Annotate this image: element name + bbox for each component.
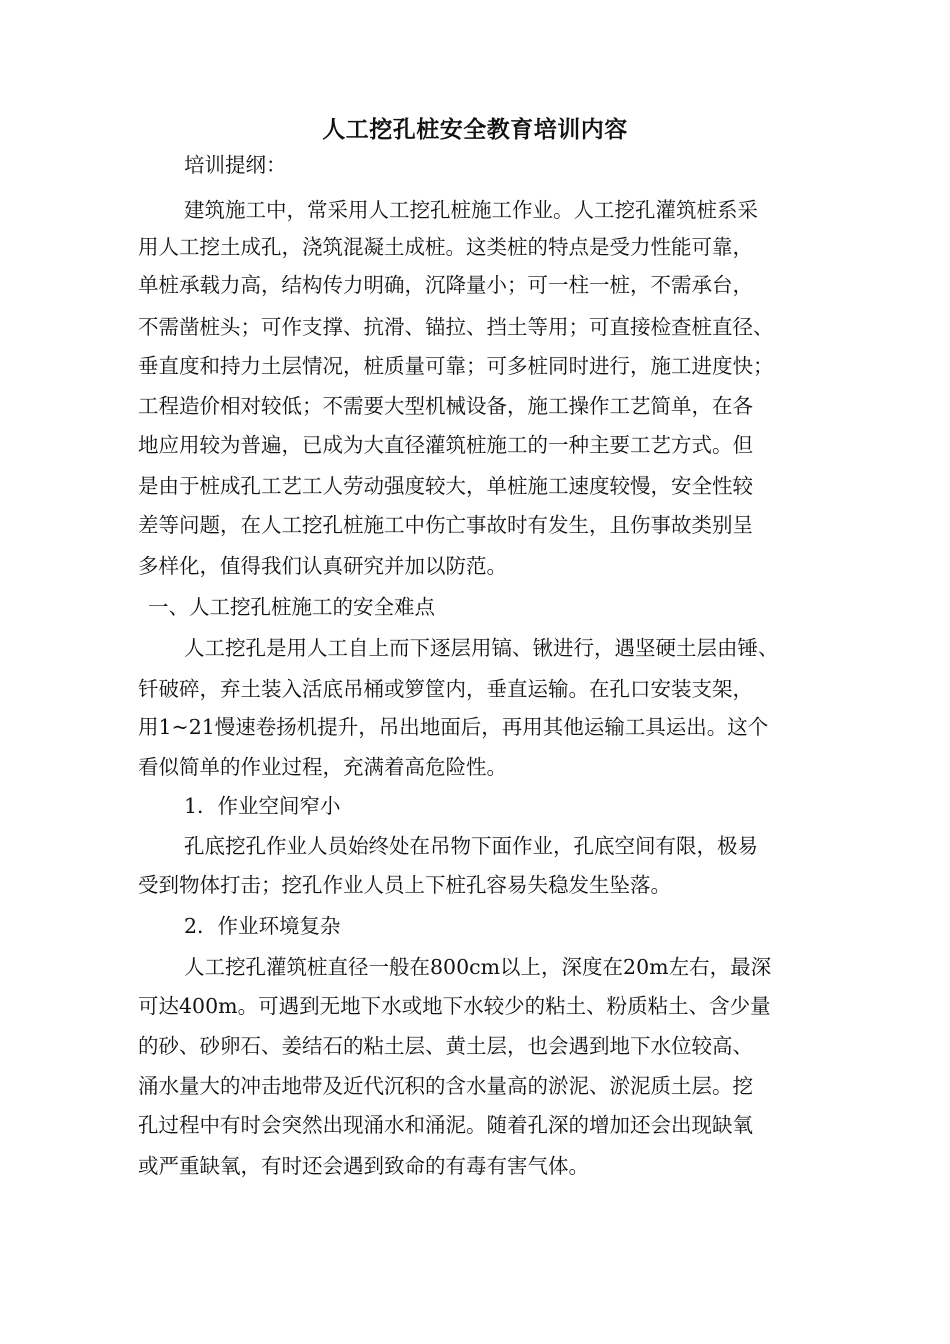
sub2-line: 或严重缺氧，有时还会遇到致命的有毒有害气体。 xyxy=(138,1154,589,1178)
sub1-line: 孔底挖孔作业人员始终处在吊物下面作业，孔底空间有限，极易 xyxy=(184,834,758,858)
intro-line: 建筑施工中，常采用人工挖孔桩施工作业。人工挖孔灌筑桩系采 xyxy=(184,198,758,222)
intro-line: 单桩承载力高，结构传力明确，沉降量小；可一柱一桩，不需承台， xyxy=(138,273,753,297)
intro-line: 是由于桩成孔工艺工人劳动强度较大，单桩施工速度较慢，安全性较 xyxy=(138,474,753,498)
intro-line: 垂直度和持力土层情况，桩质量可靠；可多桩同时进行，施工进度快； xyxy=(138,354,774,378)
section1-line: 用1~21慢速卷扬机提升，吊出地面后，再用其他运输工具运出。这个 xyxy=(138,715,769,739)
outline-label: 培训提纲： xyxy=(184,153,287,177)
section1-line: 人工挖孔是用人工自上而下逐层用镐、锹进行，遇坚硬土层由锤、 xyxy=(184,636,779,660)
section-heading: 一、人工挖孔桩施工的安全难点 xyxy=(148,595,435,619)
document-title: 人工挖孔桩安全教育培训内容 xyxy=(322,117,628,143)
sub2-line: 的砂、砂卵石、姜结石的粘土层、黄土层，也会遇到地下水位较高、 xyxy=(138,1034,753,1058)
sub2-line: 孔过程中有时会突然出现涌水和涌泥。随着孔深的增加还会出现缺氧 xyxy=(138,1113,753,1137)
section1-line: 看似简单的作业过程，充满着高危险性。 xyxy=(138,755,507,779)
sub1-line: 受到物体打击；挖孔作业人员上下桩孔容易失稳发生坠落。 xyxy=(138,873,671,897)
intro-line: 工程造价相对较低；不需要大型机械设备，施工操作工艺简单，在各 xyxy=(138,394,753,418)
intro-line: 多样化，值得我们认真研究并加以防范。 xyxy=(138,554,507,578)
sub2-line: 人工挖孔灌筑桩直径一般在800cm以上，深度在20m左右，最深 xyxy=(184,955,772,979)
intro-line: 用人工挖土成孔，浇筑混凝土成桩。这类桩的特点是受力性能可靠， xyxy=(138,235,753,259)
subsection-heading: 1．作业空间窄小 xyxy=(184,794,341,818)
sub2-line: 可达400m。可遇到无地下水或地下水较少的粘土、粉质粘土、含少量 xyxy=(138,994,771,1018)
intro-line: 不需凿桩头；可作支撑、抗滑、锚拉、挡土等用；可直接检查桩直径、 xyxy=(138,315,774,339)
sub2-line: 涌水量大的冲击地带及近代沉积的含水量高的淤泥、淤泥质土层。挖 xyxy=(138,1074,753,1098)
subsection-heading: 2．作业环境复杂 xyxy=(184,914,341,938)
section1-line: 钎破碎，弃土装入活底吊桶或箩筐内，垂直运输。在孔口安装支架， xyxy=(138,677,753,701)
intro-line: 差等问题，在人工挖孔桩施工中伤亡事故时有发生，且伤事故类别呈 xyxy=(138,513,753,537)
intro-line: 地应用较为普遍，已成为大直径灌筑桩施工的一种主要工艺方式。但 xyxy=(138,433,753,457)
